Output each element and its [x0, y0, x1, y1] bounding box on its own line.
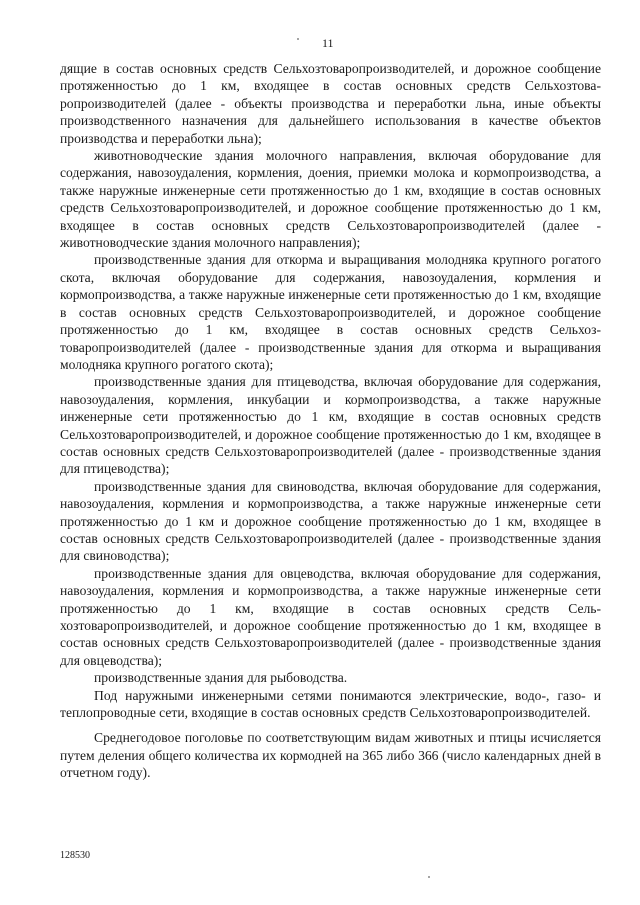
- page-number: 11: [322, 36, 334, 50]
- paragraph-flax-facilities: дящие в состав основных средств Сельхозтоваропроизводителей, и дорожное сообщение протяженностью до 1 км, входящее в состав основных средств Сельхозтоваропроизводителей (далее - объекты производства и переработки льна, иные объекты производственного назначения для дальнейшего использования в качестве объектов производства и переработки льна);: [60, 61, 601, 146]
- paragraph-pig-buildings: производственные здания для свиноводства, включая оборудование для содержания, навозоудаления, кормления и кормопроизводства, а также наружные инженерные сети протяженностью до 1 км и дорожное сообщение протяженностью до 1 км, входящее в состав основных средств Сельхозтоваропроизводителей (далее - производственные здания для свиноводства);: [60, 478, 601, 564]
- paragraph-average-livestock: Среднегодовое поголовье по соответствующим видам животных и птицы исчисляется путем деления общего количества их кормодней на 365 либо 366 (число календарных дней в отчетном году).: [60, 730, 601, 781]
- document-code: 128530: [60, 850, 90, 861]
- paragraph-cattle-fattening-buildings: производственные здания для откорма и выращивания молодняка крупного рогатого скота, включая оборудование для содержания, навозоудаления, кормления и кормопроизводства, а также наружные инженерные сети протяженностью до 1 км, входящие в состав основных средств Сельхозтоваропроизводителей, и дорожное сообщение протяженностью до 1 км, входящее в состав основных средств Сельхозтоваропроизводителей (далее - производственные здания для откорма и выращивания молодняка крупного рогатого скота);: [60, 252, 601, 372]
- paragraph-dairy-buildings: животноводческие здания молочного направления, включая оборудование для содержания, навозоудаления, кормления, доения, приемки молока и кормопроизводства, а также наружные инженерные сети протяженностью до 1 км, входящие в состав основных средств Сельхозтоваропроизводителей, и дорожное сообщение протяженностью до 1 км, входящее в состав основных средств Сельхозтоваропроизводителей (далее - животноводческие здания молочного направления);: [60, 148, 601, 251]
- scan-speck: [428, 876, 430, 878]
- body-text: [60, 60, 601, 782]
- paragraph-fish-buildings: производственные здания для рыбоводства.: [94, 670, 348, 686]
- paragraph-external-networks-definition: Под наружными инженерными сетями понимаются электрические, водо-, газо- и теплопроводные сети, входящие в состав основных средств Сельхозтоваропроизводителей.: [60, 687, 601, 721]
- paragraph-sheep-buildings: производственные здания для овцеводства, включая оборудование для содержания, навозоудаления, кормления и кормопроизводства, а также наружные инженерные сети протяженностью до 1 км, входящие в состав основных средств Сельхозтоваропроизводителей, и дорожное сообщение протяженностью до 1 км, входящее в состав основных средств Сельхозтоваропроизводителей (далее - производственные здания для овцеводства);: [60, 565, 601, 668]
- paragraph-poultry-buildings: производственные здания для птицеводства, включая оборудование для содержания, навозоудаления, кормления, инкубации и кормопроизводства, а также наружные инженерные сети протяженностью до 1 км, входящие в состав основных средств Сельхозтоваропроизводителей, и дорожное сообщение протяженностью до 1 км, входящее в состав основных средств Сельхозтоваропроизводителей (далее - производственные здания для птицеводства);: [60, 374, 601, 477]
- scan-speck: [297, 38, 299, 40]
